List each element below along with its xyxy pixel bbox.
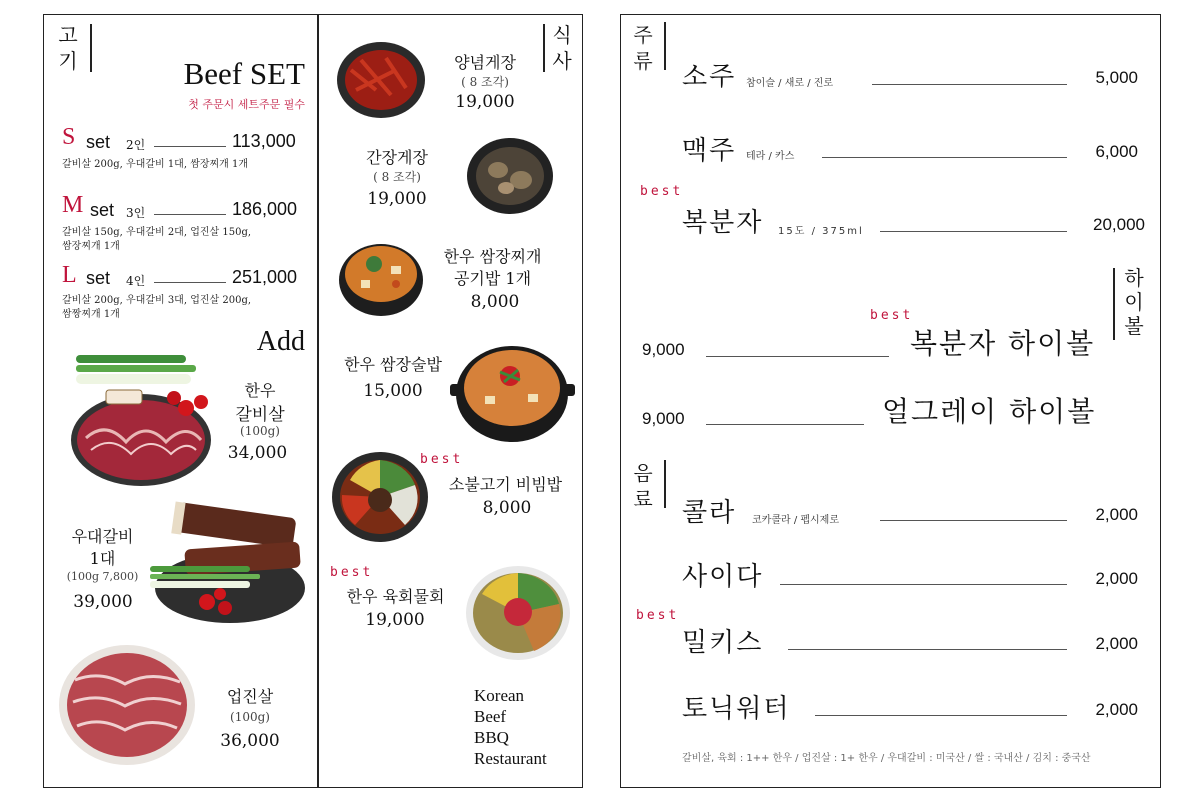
leader-line (154, 214, 226, 215)
bibimbap-bowl-icon (330, 450, 430, 544)
drink-name: 밀키스 (682, 628, 764, 658)
leader-line (815, 715, 1067, 716)
set-price: 251,000 (232, 267, 298, 287)
set-description: 갈비살 150g, 우대갈비 2대, 업진살 150g, (62, 227, 252, 238)
add-item-price: 34,000 (227, 443, 288, 463)
add-item-unit: (100g) (230, 710, 270, 724)
set-size: L (62, 262, 77, 288)
best-badge: best (330, 565, 374, 580)
panel-column-divider (317, 14, 319, 788)
meat-title-bar (90, 24, 92, 72)
set-price: 113,000 (232, 131, 296, 151)
brisket-plate-icon (55, 640, 200, 770)
highball-section-title: 하이볼 (1124, 266, 1144, 338)
drink-price: 6,000 (1095, 142, 1138, 161)
drink-price: 2,000 (1095, 634, 1138, 653)
restaurant-line: BBQ (474, 728, 509, 747)
meal-name: 양념게장 (454, 53, 516, 72)
highball-name: 복분자 하이볼 (910, 327, 1096, 360)
leader-line (154, 282, 226, 283)
raw-beef-noodle-bowl-icon (464, 564, 572, 662)
drink-name: 소주 (682, 62, 737, 92)
best-badge: best (870, 308, 914, 323)
set-size: S (62, 124, 76, 150)
beef-rib-plate-icon (145, 498, 310, 628)
add-title: Add (256, 326, 305, 357)
liquor-section-title: 주류 (633, 23, 653, 73)
meal-name-2: 공기밥 1개 (453, 269, 532, 288)
set-people: 3인 (126, 206, 146, 220)
add-item-unit: (100g 7,800) (66, 570, 139, 583)
meal-portion: ( 8 조각) (461, 75, 509, 89)
meal-name: 한우 쌈장술밥 (344, 355, 442, 374)
highball-price: 9,000 (642, 340, 685, 359)
set-row-s (62, 124, 312, 184)
drink-price: 5,000 (1095, 68, 1138, 87)
set-size: M (62, 192, 84, 218)
add-item-price: 36,000 (220, 731, 280, 751)
leader-line (154, 146, 226, 147)
drink-price: 2,000 (1095, 505, 1138, 524)
restaurant-line: Beef (474, 707, 507, 726)
drink-price: 20,000 (1093, 215, 1145, 234)
meal-price: 8,000 (482, 498, 532, 518)
set-price: 186,000 (232, 199, 298, 219)
meal-price: 15,000 (363, 381, 423, 401)
set-description-2: 쌈장찌개 1개 (62, 241, 120, 252)
liquor-title-bar (664, 22, 666, 70)
set-people: 4인 (126, 274, 146, 288)
drink-name: 사이다 (682, 562, 764, 592)
leader-line (880, 520, 1067, 521)
meal-price: 19,000 (365, 610, 425, 630)
drink-price: 2,000 (1095, 569, 1138, 588)
highball-title-bar (1113, 268, 1115, 340)
set-label: set (86, 132, 111, 152)
highball-name: 얼그레이 하이볼 (882, 395, 1097, 428)
drink-name: 토닉워터 (682, 694, 791, 724)
add-item-name-2: 갈비살 (235, 405, 285, 425)
drink-sub: 참이슬 / 새로 / 진로 (746, 78, 834, 89)
meal-name: 소불고기 비빔밥 (448, 475, 563, 494)
set-row-m (62, 192, 312, 258)
drink-sub: 테라 / 카스 (746, 151, 795, 162)
leader-line (822, 157, 1067, 158)
spicy-crab-icon (336, 40, 426, 120)
restaurant-line: Korean (474, 686, 525, 705)
add-item-name: 우대갈비 (71, 527, 134, 546)
set-description-2: 쌈짱찌개 1개 (62, 309, 120, 320)
rice-stew-pot-icon (450, 338, 575, 444)
add-item-unit: (100g) (240, 424, 280, 438)
leader-line (788, 649, 1067, 650)
beverage-section-title: 음료 (633, 461, 653, 511)
meal-name: 간장게장 (366, 148, 428, 167)
set-people: 2인 (126, 138, 146, 152)
meal-price: 19,000 (455, 92, 515, 112)
set-description: 갈비살 200g, 우대갈비 1대, 쌈장찌개 1개 (62, 159, 249, 170)
grilled-short-rib-plate-icon (66, 350, 216, 490)
stew-pot-icon (336, 236, 426, 318)
meal-portion: ( 8 조각) (373, 170, 421, 184)
set-description: 갈비살 200g, 우대갈비 3대, 업진살 200g, (62, 295, 252, 306)
soy-crab-icon (466, 136, 554, 216)
meal-title-bar (543, 24, 545, 72)
add-item-name-2: 1대 (89, 549, 116, 568)
restaurant-line: Restaurant (474, 749, 547, 768)
add-item-price: 39,000 (73, 592, 133, 612)
leader-line (706, 356, 889, 357)
leader-line (706, 424, 864, 425)
set-row-l (62, 262, 312, 328)
meat-section-title: 고기 (58, 23, 78, 73)
set-label: set (90, 200, 115, 220)
highball-price: 9,000 (642, 409, 685, 428)
best-badge: best (636, 608, 680, 623)
meal-price: 19,000 (367, 189, 427, 209)
best-badge: best (640, 184, 684, 199)
meal-name: 한우 육회물회 (346, 587, 445, 606)
beef-set-title: Beef SET (183, 56, 305, 91)
set-order-notice: 첫 주문시 세트주문 필수 (188, 98, 305, 111)
drink-price: 2,000 (1095, 700, 1138, 719)
best-badge: best (420, 452, 464, 467)
add-item-name: 업진살 (226, 687, 274, 706)
drink-name: 콜라 (682, 498, 737, 528)
set-label: set (86, 268, 111, 288)
drink-sub: 코카콜라 / 펩시제로 (752, 515, 840, 526)
leader-line (780, 584, 1067, 585)
meal-price: 8,000 (470, 292, 520, 312)
meal-name: 한우 쌈장찌개 (443, 247, 542, 266)
leader-line (872, 84, 1067, 85)
leader-line (880, 231, 1067, 232)
beverage-title-bar (664, 460, 666, 508)
drink-sub: 15도 / 375ml (778, 226, 864, 237)
meal-section-title: 식사 (552, 23, 572, 73)
drink-name: 맥주 (682, 136, 737, 166)
origin-note: 갈비살, 육회 : 1++ 한우 / 업진살 : 1+ 한우 / 우대갈비 : 미국산 / 쌀 : 국내산 / 김치 : 중국산 (682, 753, 1091, 764)
drink-name: 복분자 (682, 208, 764, 238)
add-item-name: 한우 (244, 381, 276, 400)
